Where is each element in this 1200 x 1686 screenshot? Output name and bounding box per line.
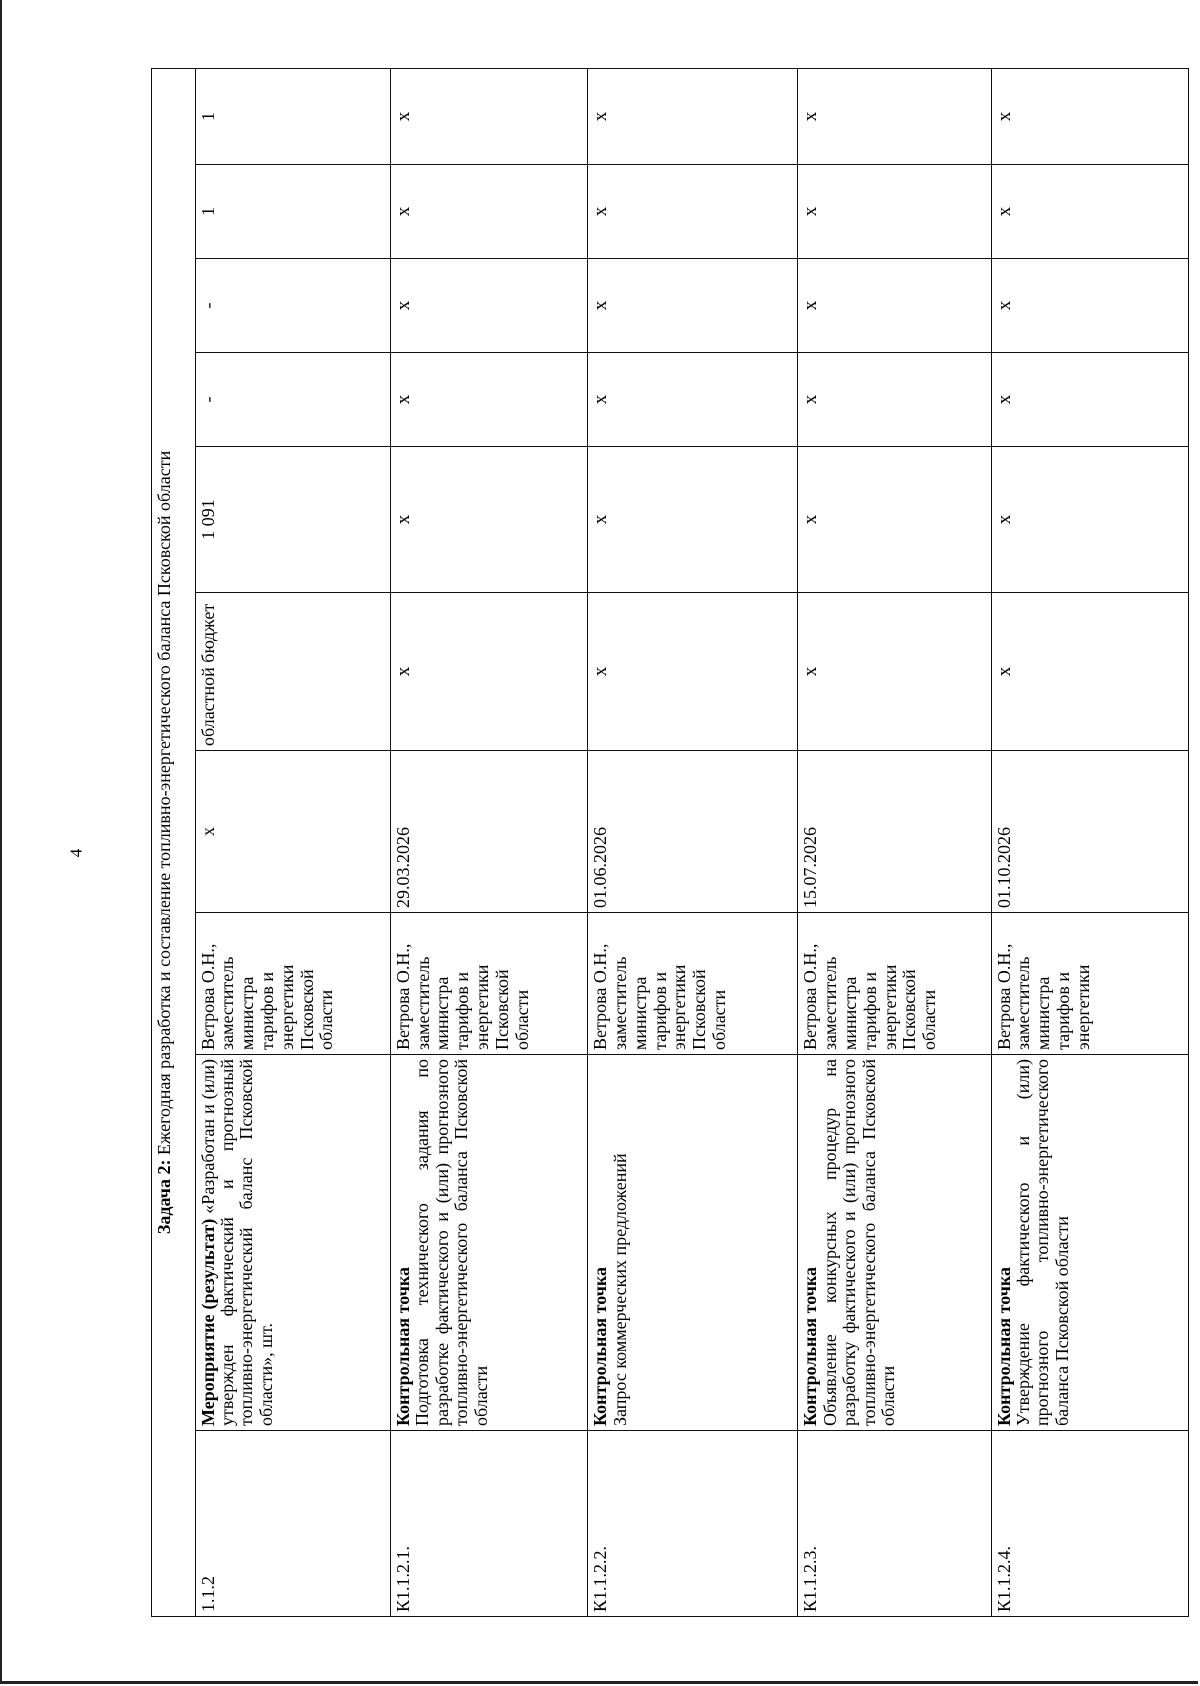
- row-code: 1.1.2: [195, 1431, 390, 1617]
- row-source: х: [390, 593, 587, 751]
- rotated-table-container: [151, 69, 1189, 1617]
- row-title: Контрольная точка: [392, 1267, 413, 1426]
- row-title: Мероприятие (результат): [197, 1218, 218, 1426]
- row-c3: х: [991, 165, 1188, 259]
- row-source: областной бюджет: [195, 593, 390, 751]
- row-c1: х: [588, 353, 798, 447]
- row-date: х: [195, 751, 390, 913]
- row-date: 15.07.2026: [798, 751, 991, 913]
- row-description: Утверждение фактического и (или) прогнозного топливно-энергетического баланса Псковской области: [1013, 1059, 1072, 1426]
- row-source: х: [991, 593, 1188, 751]
- plan-table: [151, 68, 1189, 1617]
- row-code: К1.1.2.3.: [798, 1431, 991, 1617]
- row-code: К1.1.2.2.: [588, 1431, 798, 1617]
- row-c4: х: [588, 68, 798, 164]
- row-c4: 1: [195, 68, 390, 164]
- table-row: [991, 68, 1188, 1616]
- row-c4: х: [798, 68, 991, 164]
- row-c3: х: [798, 165, 991, 259]
- row-code: К1.1.2.4.: [991, 1431, 1188, 1617]
- row-c4: х: [991, 68, 1188, 164]
- row-c2: х: [588, 259, 798, 353]
- row-amount: х: [991, 447, 1188, 593]
- task-header-row: [152, 68, 196, 1616]
- row-responsible: Ветрова О.Н., заместитель министра тарифов и энергетики Псковской области: [390, 913, 587, 1055]
- row-description-cell: [390, 1055, 587, 1431]
- row-c2: х: [798, 259, 991, 353]
- row-c2: -: [195, 259, 390, 353]
- row-c1: х: [991, 353, 1188, 447]
- table-row: [588, 68, 798, 1616]
- row-description: «Разработан и (или) утвержден фактический и прогнозный топливно-энергетический баланс Псковской области», шт.: [197, 1059, 276, 1426]
- row-description: Подготовка технического задания по разработке фактического и (или) прогнозного топливно-энергетического баланса Псковской области: [412, 1059, 491, 1426]
- row-description: Объявление конкурсных процедур на разработку фактического и (или) прогнозного топливно-энергетического баланса Псковской области: [819, 1059, 899, 1426]
- row-responsible: Ветрова О.Н., заместитель министра тарифов и энергетики Псковской области: [195, 913, 390, 1055]
- row-c3: х: [588, 165, 798, 259]
- row-title: Контрольная точка: [590, 1267, 611, 1426]
- page-number: 4: [66, 848, 86, 858]
- task-label: Задача 2:: [154, 1159, 174, 1235]
- row-title: Контрольная точка: [993, 1267, 1014, 1426]
- table-row: [798, 68, 991, 1616]
- row-c3: 1: [195, 165, 390, 259]
- table-row: [195, 68, 390, 1616]
- row-responsible: Ветрова О.Н., заместитель министра тарифов и энергетики Псковской области: [798, 913, 991, 1055]
- row-amount: 1 091: [195, 447, 390, 593]
- row-source: х: [798, 593, 991, 751]
- row-description-cell: [588, 1055, 798, 1431]
- row-c2: х: [390, 259, 587, 353]
- row-description-cell: [991, 1055, 1188, 1431]
- row-amount: х: [588, 447, 798, 593]
- row-title: Контрольная точка: [800, 1267, 821, 1426]
- row-source: х: [588, 593, 798, 751]
- row-responsible: Ветрова О.Н., заместитель министра тарифов и энергетики: [991, 913, 1188, 1055]
- row-c2: х: [991, 259, 1188, 353]
- row-c4: х: [390, 68, 587, 164]
- row-date: 01.10.2026: [991, 751, 1188, 913]
- task-text: Ежегодная разработка и составление топливно-энергетического баланса Псковской области: [154, 450, 174, 1156]
- row-date: 29.03.2026: [390, 751, 587, 913]
- row-c1: х: [390, 353, 587, 447]
- row-description-cell: [798, 1055, 991, 1431]
- table-row: [390, 68, 587, 1616]
- row-code: К1.1.2.1.: [390, 1431, 587, 1617]
- row-responsible: Ветрова О.Н., заместитель министра тарифов и энергетики Псковской области: [588, 913, 798, 1055]
- row-description-cell: [195, 1055, 390, 1431]
- task-header-cell: [152, 68, 196, 1616]
- row-amount: х: [390, 447, 587, 593]
- row-description: Запрос коммерческих предложений: [609, 1153, 630, 1426]
- row-amount: х: [798, 447, 991, 593]
- row-c3: х: [390, 165, 587, 259]
- row-c1: х: [798, 353, 991, 447]
- row-date: 01.06.2026: [588, 751, 798, 913]
- row-c1: -: [195, 353, 390, 447]
